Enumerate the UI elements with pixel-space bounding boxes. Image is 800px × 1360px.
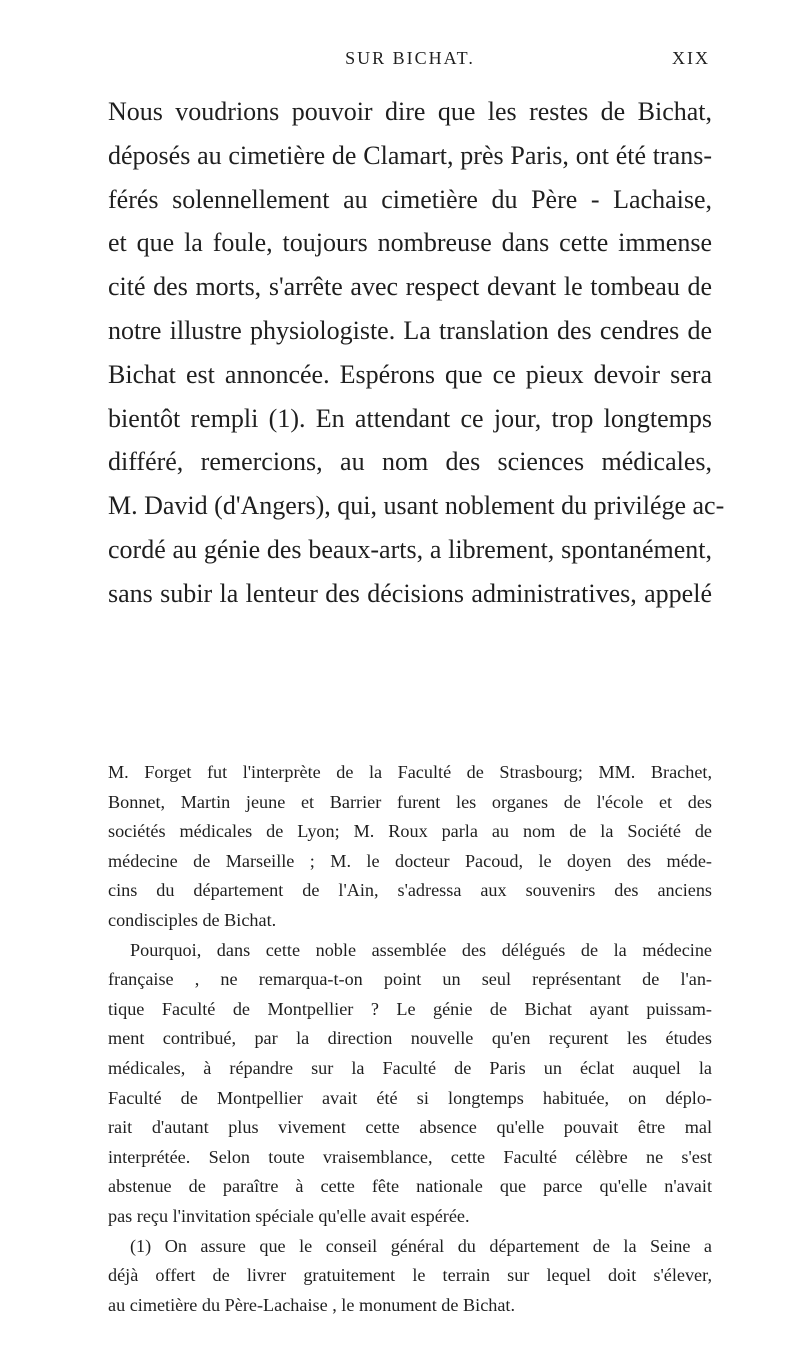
text-line: Nous voudrions pouvoir dire que les restes de Bichat,: [108, 97, 712, 126]
note-line: ment contribué, par la direction nouvelle qu'en reçurent les études: [108, 1028, 712, 1049]
text-line: M. David (d'Angers), qui, usant noblement du privilége ac-: [108, 491, 725, 521]
text-line: cordé au génie des beaux-arts, a librement, spontanément,: [108, 534, 712, 564]
running-head-title: SUR BICHAT.: [345, 48, 475, 68]
note-line: tique Faculté de Montpellier ? Le génie de Bichat ayant puissam-: [108, 998, 712, 1019]
note-line: M. Forget fut l'interprète de la Faculté de Strasbourg; MM. Brachet,: [108, 762, 712, 782]
note-paragraph: [108, 936, 712, 1232]
note-line: cins du département de l'Ain, s'adressa aux souvenirs des anciens: [108, 880, 712, 901]
note-line: française , ne remarqua-t-on point un seul représentant de l'an-: [108, 969, 712, 990]
note-line: Bonnet, Martin jeune et Barrier furent les organes de l'école et des: [108, 791, 712, 812]
footnote-line: déjà offert de livrer gratuitement le terrain sur lequel doit s'élever,: [108, 1265, 712, 1286]
text-line: différé, remercions, au nom des sciences médicales,: [108, 447, 712, 477]
note-line: médecine de Marseille ; M. le docteur Pacoud, le doyen des méde-: [108, 850, 712, 871]
note-line: abstenue de paraître à cette fête nationale que parce qu'elle n'avait: [108, 1176, 712, 1197]
note-line: rait d'autant plus vivement cette absence qu'elle pouvait être mal: [108, 1117, 712, 1138]
running-head: [110, 48, 710, 78]
text-line: Bichat est annoncée. Espérons que ce pieux devoir sera: [108, 359, 712, 389]
footnote-line: au cimetière du Père-Lachaise , le monument de Bichat.: [108, 1294, 516, 1315]
text-line: bientôt rempli (1). En attendant ce jour, trop longtemps: [108, 403, 712, 433]
text-line: et que la foule, toujours nombreuse dans cette immense: [108, 228, 712, 258]
text-line: férés solennellement au cimetière du Père - Lachaise,: [108, 184, 712, 214]
page-number: XIX: [672, 48, 710, 68]
footnote-1: [108, 1232, 712, 1321]
note-line: Faculté de Montpellier avait été si longtemps habituée, on déplo-: [108, 1087, 712, 1108]
note-continuation: [108, 758, 712, 936]
note-line: sociétés médicales de Lyon; M. Roux parla au nom de la Société de: [108, 821, 712, 842]
footnote-line: (1) On assure que le conseil général du département de la Seine a: [130, 1235, 712, 1256]
text-line: déposés au cimetière de Clamart, près Paris, ont été trans-: [108, 140, 712, 170]
note-line: médicales, à répandre sur la Faculté de Paris un éclat auquel la: [108, 1057, 712, 1078]
note-line: pas reçu l'invitation spéciale qu'elle avait espérée.: [108, 1205, 470, 1226]
note-line: interprétée. Selon toute vraisemblance, cette Faculté célèbre ne s'est: [108, 1146, 712, 1167]
note-line: condisciples de Bichat.: [108, 909, 277, 930]
main-paragraph: [108, 90, 725, 616]
note-line: Pourquoi, dans cette noble assemblée des délégués de la médecine: [130, 939, 712, 960]
footnotes: [108, 758, 712, 1320]
text-line: notre illustre physiologiste. La translation des cendres de: [108, 315, 712, 345]
text-line: cité des morts, s'arrête avec respect devant le tombeau de: [108, 272, 712, 302]
text-line: sans subir la lenteur des décisions administratives, appelé: [108, 578, 712, 608]
